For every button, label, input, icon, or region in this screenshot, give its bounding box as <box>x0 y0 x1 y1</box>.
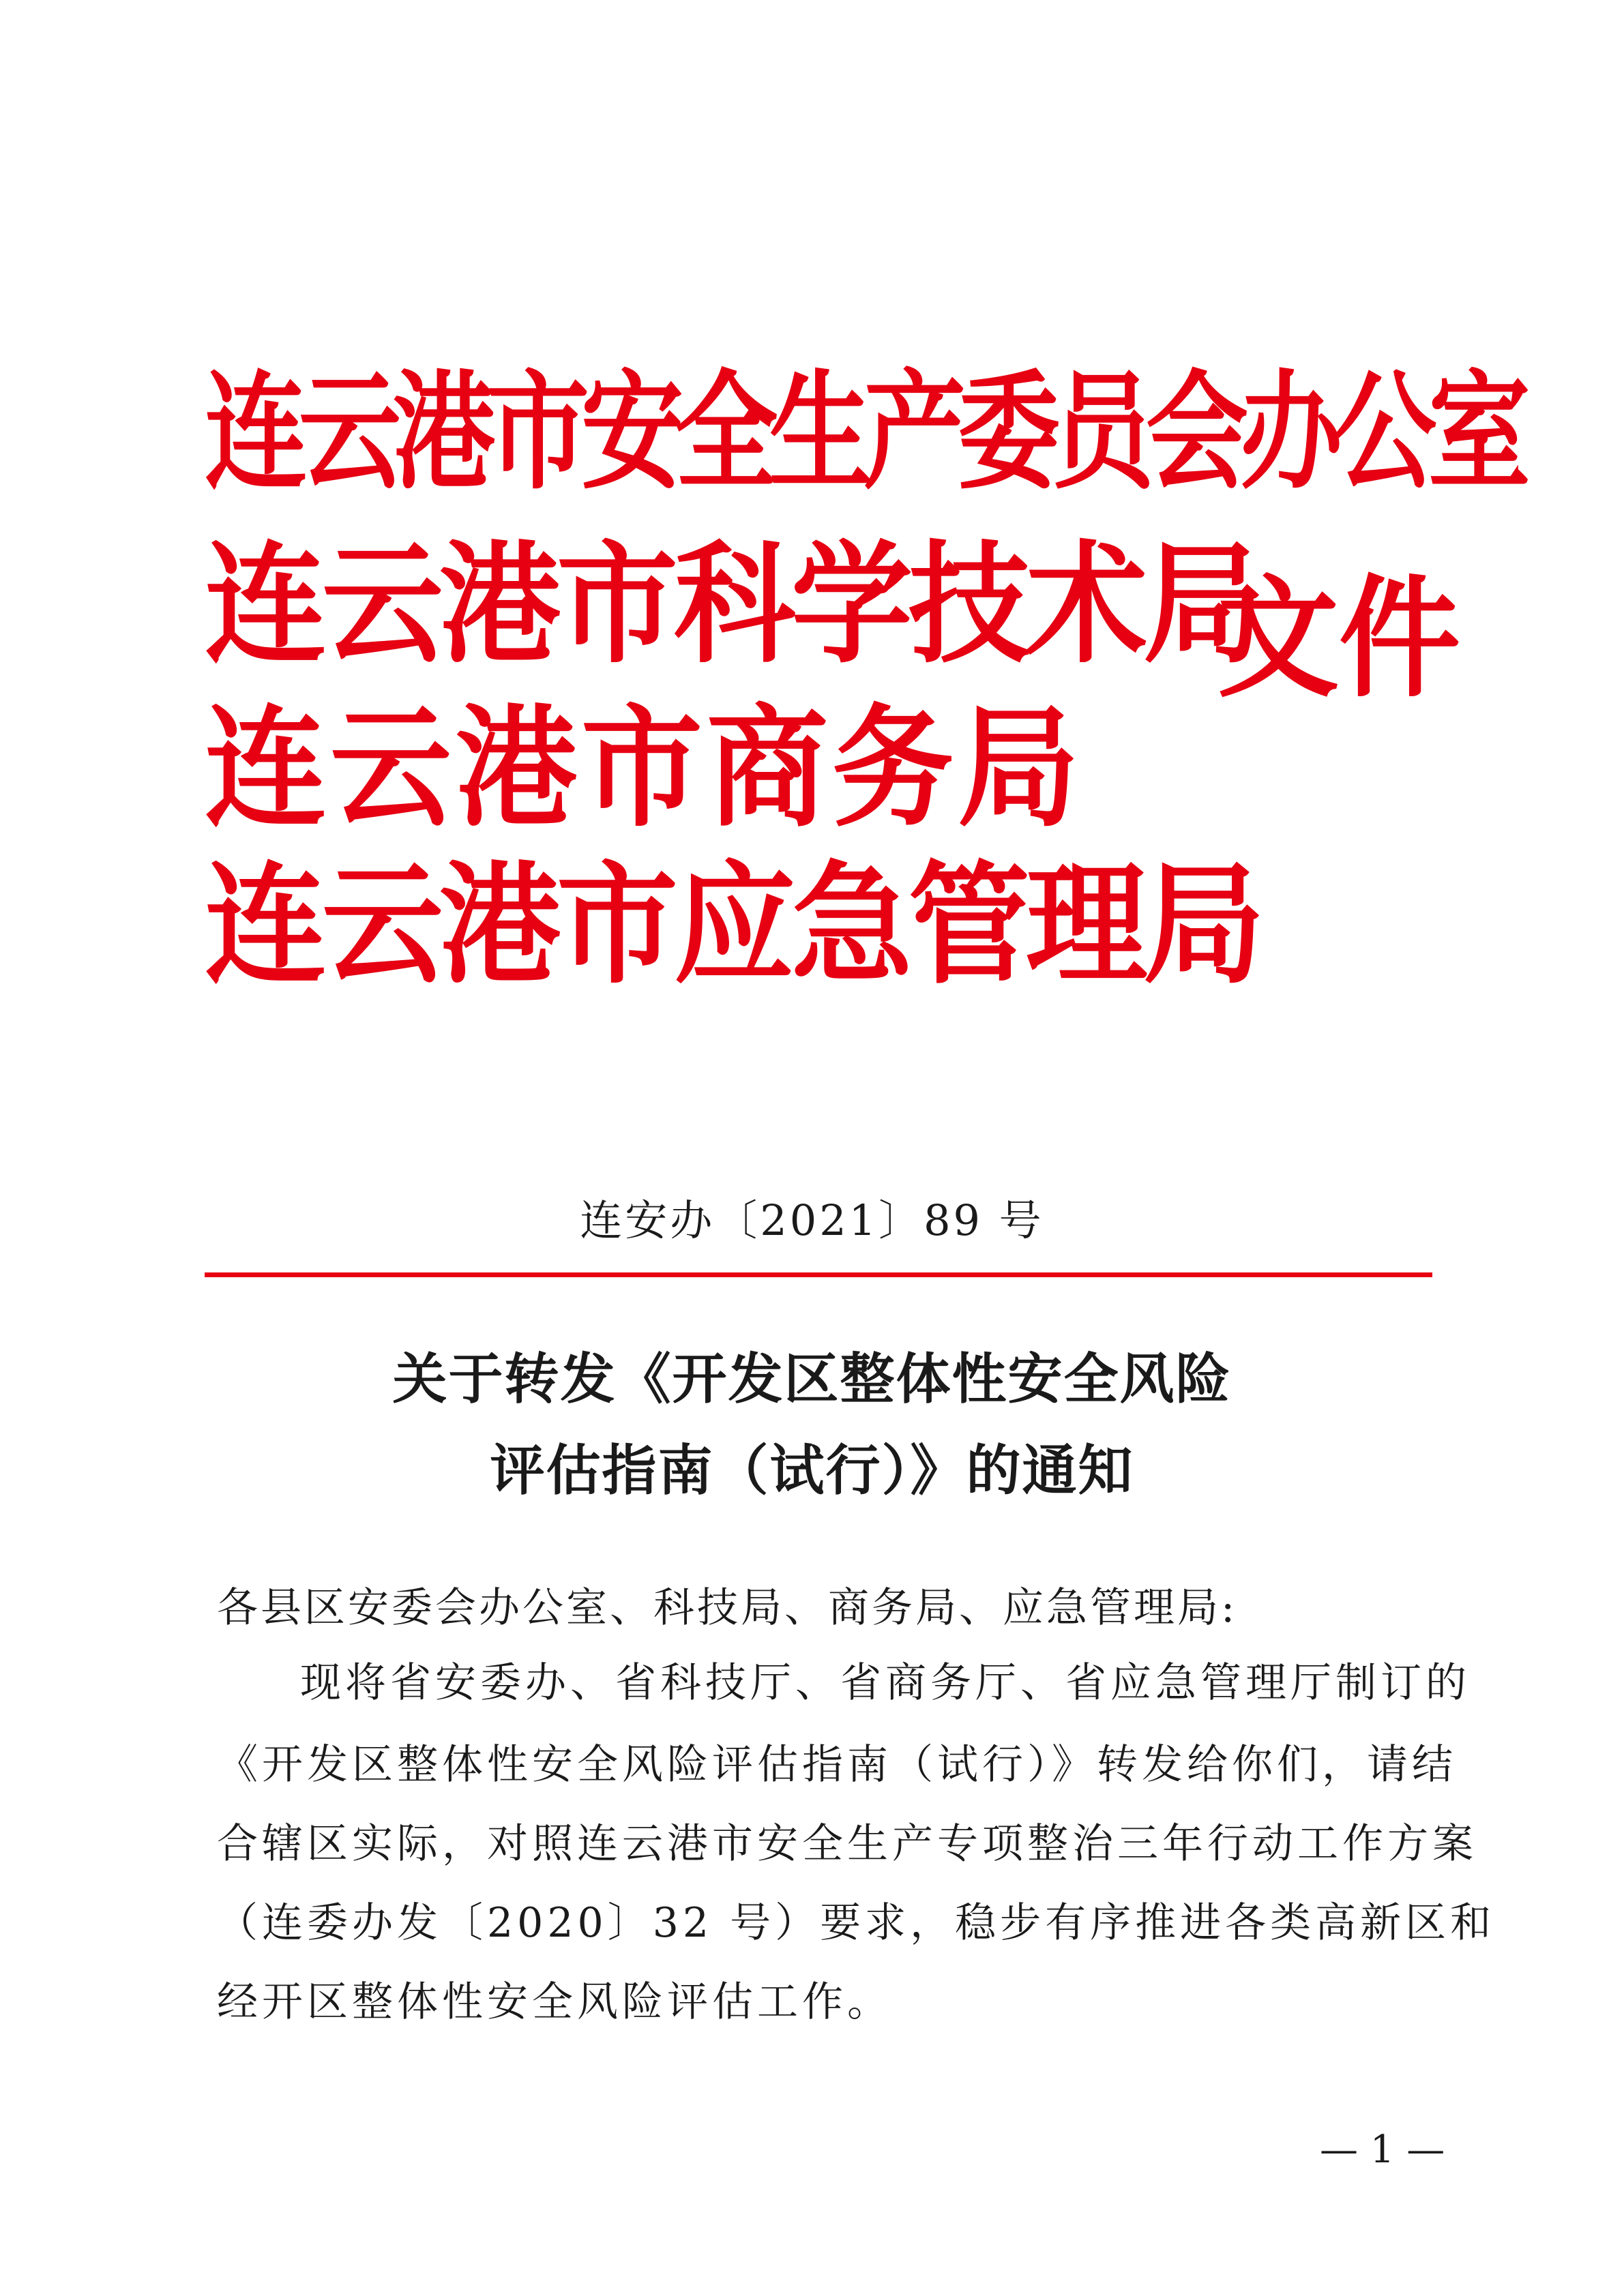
notice-title-line-2: 评估指南（试行）》的通知 <box>490 1438 1134 1502</box>
page-number: — 1 — <box>1320 2128 1445 2172</box>
document-type-label: 文件 <box>1217 561 1460 715</box>
body-line: （连委办发〔2020〕32 号）要求，稳步有序推进各类高新区和 <box>217 1899 1496 1947</box>
issuer-name: 连云港市应急管理局 <box>205 847 1260 1002</box>
body-line: 合辖区实际，对照连云港市安全生产专项整治三年行动工作方案 <box>217 1820 1477 1868</box>
red-divider-rule <box>205 1272 1432 1277</box>
document-number: 连安办〔2021〕89 号 <box>580 1195 1044 1245</box>
issuer-header <box>205 357 1523 1023</box>
body-line: 经开区整体性安全风险评估工作。 <box>217 1978 892 2026</box>
issuer-name: 连云港市商务局 <box>205 690 1083 845</box>
body-line: 现将省安委办、省科技厅、省商务厅、省应急管理厅制订的 <box>300 1659 1471 1707</box>
salutation: 各县区安委会办公室、科技局、商务局、应急管理局: <box>217 1584 1238 1632</box>
notice-title-line-1: 关于转发《开发区整体性安全风险 <box>392 1347 1232 1411</box>
body-line: 《开发区整体性安全风险评估指南（试行）》转发给你们，请结 <box>217 1741 1457 1789</box>
issuer-name: 连云港市安全生产委员会办公室 <box>205 357 1523 507</box>
issuer-name: 连云港市科学技术局 <box>205 526 1260 681</box>
